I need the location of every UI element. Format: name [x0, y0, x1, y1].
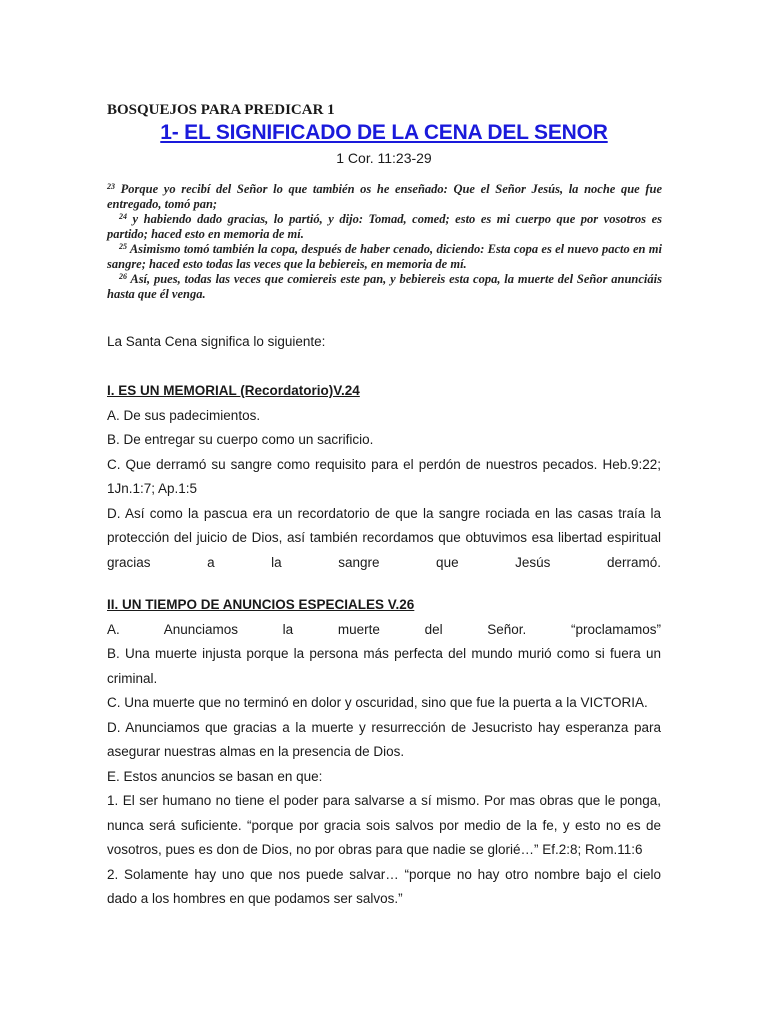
section-memorial: [107, 379, 661, 575]
list-item: B. Una muerte injusta porque la persona más perfecta del mundo murió como si fuera un criminal.: [107, 646, 661, 686]
section-heading: II. UN TIEMPO DE ANUNCIOS ESPECIALES V.26: [107, 597, 415, 612]
intro-text: La Santa Cena significa lo siguiente:: [107, 334, 326, 349]
verse-number: 24: [119, 212, 127, 221]
verse-text: Porque yo recibí del Señor lo que también os he enseñado: Que el Señor Jesús, la noche que fue entregado, tomó pan;: [107, 182, 662, 211]
list-item: A. De sus padecimientos.: [107, 407, 261, 423]
scripture-reference: 1 Cor. 11:23-29: [336, 150, 432, 166]
scripture-passage: [107, 182, 662, 302]
verse-text: Así, pues, todas las veces que comiereis este pan, y bebiereis esta copa, la muerte del Señor anunciáis hasta que él venga.: [107, 272, 662, 301]
verse-number: 26: [119, 272, 127, 281]
verse-number: 23: [107, 182, 115, 191]
list-item: A. Anunciamos la muerte del Señor. “proclamamos”: [107, 621, 661, 637]
list-item: C. Que derramó su sangre como requisito para el perdón de nuestros pecados. Heb.9:22; 1Jn.1:7; Ap.1:5: [107, 456, 661, 496]
verse-number: 25: [119, 242, 127, 251]
list-item: 1. El ser humano no tiene el poder para salvarse a sí mismo. Por mas obras que le ponga, nunca será suficiente. “porque por gracia sois salvos por medio de la fe, y esto no es de vosotros, pues es don de Dios, no por obras para que nadie se glorié…” Ef.2:8; Rom.11:6: [107, 793, 661, 857]
scripture-verse: [107, 272, 662, 302]
list-item: C. Una muerte que no terminó en dolor y oscuridad, sino que fue la puerta a la VICTORIA.: [107, 695, 648, 710]
verse-text: Asimismo tomó también la copa, después de haber cenado, diciendo: Esta copa es el nuevo pacto en mi sangre; haced esto todas las veces que la bebiereis, en memoria de mí.: [107, 242, 662, 271]
main-title: 1- EL SIGNIFICADO DE LA CENA DEL SENOR: [160, 121, 608, 144]
scripture-verse: [107, 212, 662, 242]
list-item: D. Anunciamos que gracias a la muerte y resurrección de Jesucristo hay esperanza para asegurar nuestras almas en la presencia de Dios.: [107, 719, 661, 759]
series-title: BOSQUEJOS PARA PREDICAR 1: [107, 102, 335, 118]
verse-text: y habiendo dado gracias, lo partió, y dijo: Tomad, comed; esto es mi cuerpo que por vosotros es partido; haced esto en memoria de mí.: [107, 212, 663, 241]
section-anuncios: [107, 593, 661, 912]
list-item: E. Estos anuncios se basan en que:: [107, 768, 323, 784]
list-item: B. De entregar su cuerpo como un sacrificio.: [107, 432, 374, 447]
section-heading: I. ES UN MEMORIAL (Recordatorio)V.24: [107, 383, 360, 398]
scripture-verse: [107, 182, 662, 212]
list-item: D. Así como la pascua era un recordatorio de que la sangre rociada en las casas traía la protección del juicio de Dios, así también recordamos que obtuvimos esa libertad espiritual gracias a la sangre que Jesús derramó.: [107, 505, 661, 570]
intro-paragraph: [107, 330, 661, 355]
list-item: 2. Solamente hay uno que nos puede salvar… “porque no hay otro nombre bajo el cielo dado a los hombres en que podamos ser salvos.”: [107, 866, 661, 906]
scripture-verse: [107, 242, 662, 272]
